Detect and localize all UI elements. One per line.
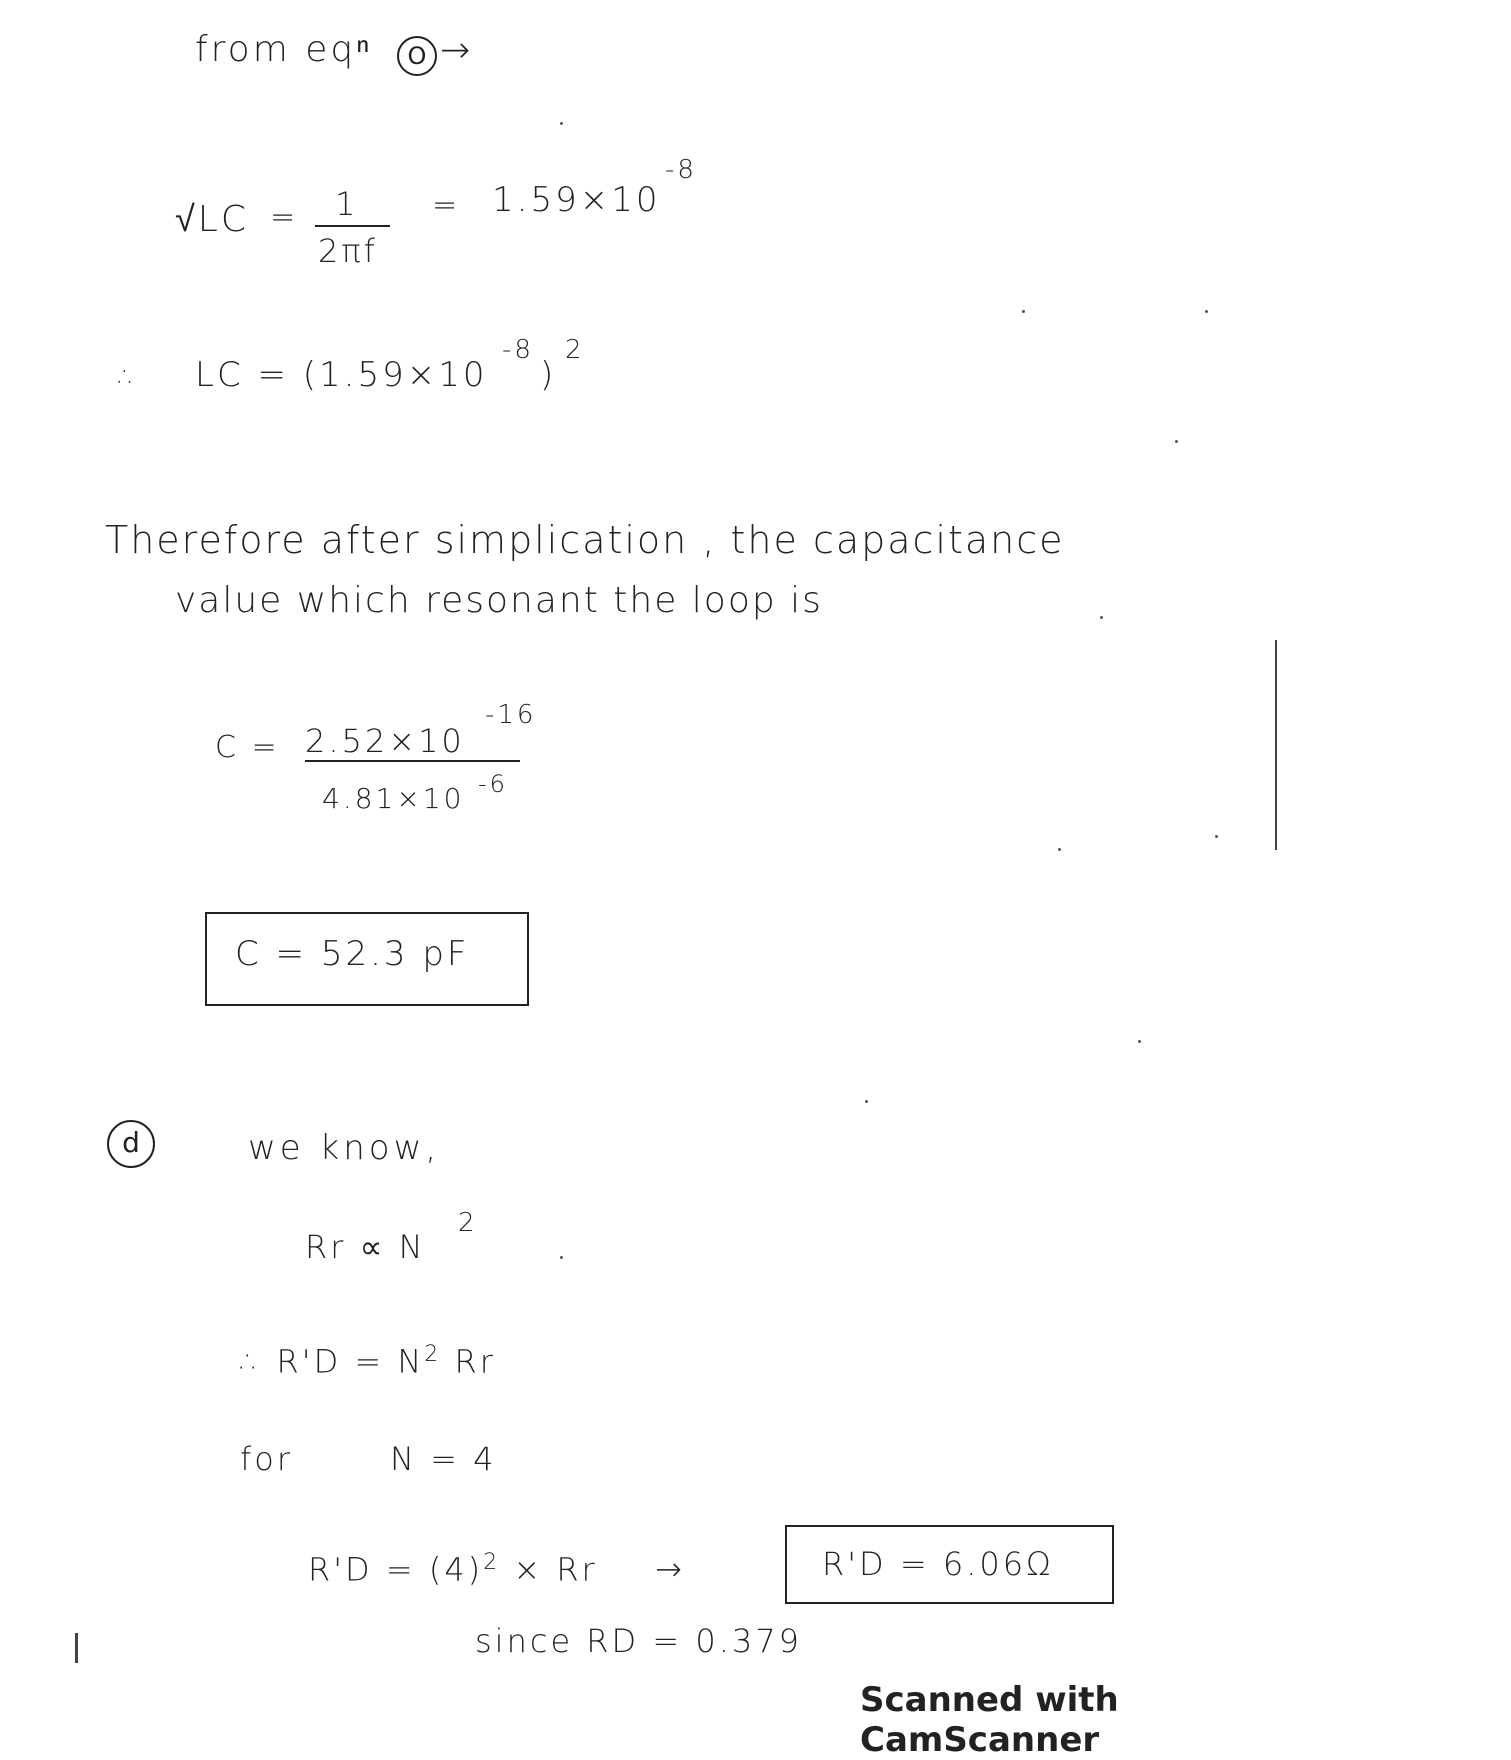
result-c-text: C = 52.3 pF [235,934,470,974]
speck [1175,440,1178,443]
rd-calc-text: R'D = (4) [308,1550,484,1589]
margin-line [1275,640,1277,850]
from-eqn-text [195,28,372,70]
equals-sign: = [270,200,299,235]
from-eqn-label: from eqⁿ [195,29,373,70]
n-value: N = 4 [390,1440,497,1478]
proportional-expression: Rr ∝ N [305,1228,426,1266]
speck [1100,616,1103,619]
therefore-rd-exponent: 2 [424,1342,442,1367]
c-numerator: 2.52×10 [305,722,465,760]
speck [1215,835,1218,838]
therefore-rd-expression [240,1342,496,1381]
c-denominator-exp: -6 [478,770,508,798]
rd-calc-tail: × Rr [500,1550,598,1589]
proportional-exponent: 2 [458,1208,478,1238]
part-d-circle-icon [107,1120,155,1168]
speck [865,1100,868,1103]
lc-expression: LC = (1.59×10 [195,355,488,395]
sentence-line-2: value which resonant the loop is [175,580,823,621]
left-mark [75,1633,78,1663]
therefore-rd-tail: Rr [441,1342,496,1381]
circled-c-icon [397,36,437,76]
speck [1205,310,1208,313]
fraction-bar [315,225,390,227]
c-lhs: C = [215,730,280,765]
lc-power: 2 [565,335,585,365]
speck [560,1256,563,1259]
circled-c-letter: O [407,42,427,70]
c-denominator: 4.81×10 [322,782,465,815]
result-c-box [205,912,529,1006]
for-label: for [240,1440,293,1478]
fraction-denominator: 2πf [318,232,378,270]
rd-result-text: R'D = 6.06Ω [822,1545,1054,1583]
camscanner-watermark: Scanned with CamScanner [860,1680,1119,1760]
c-numerator-exp: -16 [485,700,537,730]
sqrt-rhs-exponent: -8 [665,155,697,185]
equals-sign-2: = [432,188,461,223]
lc-exponent: -8 [502,335,534,365]
part-d-label: d [122,1126,140,1159]
rd-calc-exponent: 2 [483,1550,501,1575]
sentence-line-1: Therefore after simplication , the capacitance [105,518,1065,562]
right-arrow-icon: → [440,30,474,71]
fraction-numerator: 1 [335,185,359,223]
rd-calc-expression [308,1550,598,1589]
speck [560,122,563,125]
rd-result-box [785,1525,1114,1604]
we-know-text: we know, [248,1128,441,1168]
lc-close-paren: ) [540,355,557,395]
rd-arrow-icon: → [655,1550,685,1588]
sqrt-rhs-value: 1.59×10 [492,180,661,220]
therefore-rd-text: ∴ R'D = N [240,1342,425,1381]
speck [1058,848,1061,851]
speck [1138,1040,1141,1043]
therefore-symbol: ∴ [118,360,139,393]
since-text: since RD = 0.379 [475,1622,802,1660]
speck [1022,310,1025,313]
sqrt-lc: √LC [175,199,249,240]
c-fraction-bar [305,760,520,762]
